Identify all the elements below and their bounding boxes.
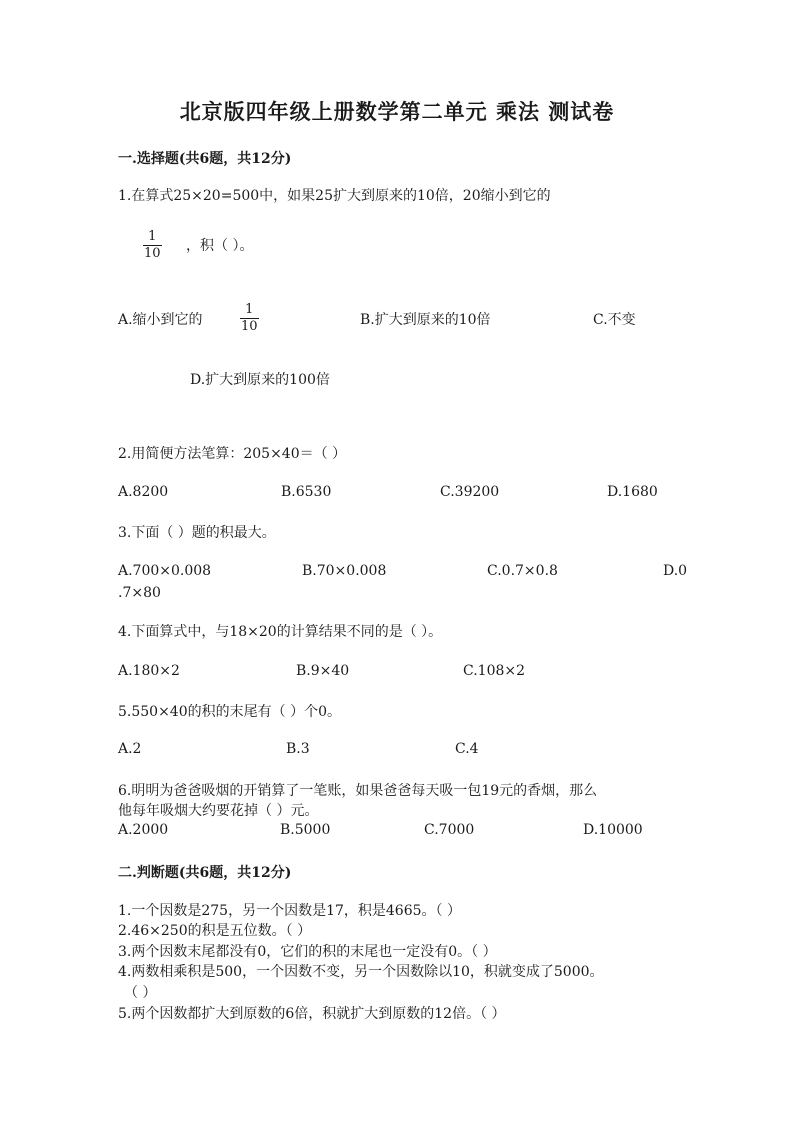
judgment-item: 2.46×250的积是五位数。（ ） (118, 923, 312, 939)
judgment-item: 4.两数相乘积是500，一个因数不变，另一个因数除以10，积就变成了5000。 (118, 964, 604, 980)
question-3-option-d: D.0 (663, 563, 688, 579)
judgment-item: 1.一个因数是275，另一个因数是17，积是4665。（ ） (118, 903, 461, 919)
question-2-option-b: B.6530 (281, 484, 332, 500)
judgment-item: 5.两个因数都扩大到原数的6倍，积就扩大到原数的12倍。（ ） (118, 1006, 506, 1022)
question-6-stem: 6.明明为爸爸吸烟的开销算了一笔账，如果爸爸每天吸一包19元的香烟，那么 (118, 783, 598, 799)
question-3-option-d-wrap: .7×80 (118, 585, 161, 601)
question-1-option-a-fraction (240, 303, 259, 334)
question-6-option-a: A.2000 (118, 822, 169, 838)
question-1-stem-continued: ，积（ ）。 (186, 238, 254, 254)
fraction-denominator: 10 (144, 246, 161, 261)
question-1-option-a: A.缩小到它的 (118, 312, 203, 328)
question-4-stem: 4.下面算式中，与18×20的计算结果不同的是（ ）。 (118, 624, 443, 640)
question-1-stem: 1.在算式25×20=500中，如果25扩大到原来的10倍，20缩小到它的 (118, 188, 551, 204)
question-2-stem: 2.用简便方法笔算：205×40＝（ ） (118, 446, 347, 462)
fraction-denominator: 10 (241, 319, 258, 334)
question-2-option-c: C.39200 (440, 484, 500, 500)
fraction-numerator: 1 (245, 302, 254, 317)
section-heading-choice: 一.选择题(共6题，共12分) (118, 151, 292, 167)
section-heading-judgment: 二.判断题(共6题，共12分) (118, 865, 292, 881)
question-4-option-c: C.108×2 (463, 663, 526, 679)
question-3-option-c: C.0.7×0.8 (487, 563, 558, 579)
question-1-option-d: D.扩大到原来的100倍 (190, 372, 330, 388)
judgment-item-wrap: （ ） (124, 985, 157, 1001)
question-1-fraction (143, 230, 162, 261)
judgment-item: 3.两个因数末尾都没有0，它们的积的末尾也一定没有0。（ ） (118, 944, 497, 960)
question-2-option-a: A.8200 (118, 484, 169, 500)
question-5-option-c: C.4 (455, 741, 479, 757)
question-6-option-d: D.10000 (583, 822, 643, 838)
question-5-option-a: A.2 (118, 741, 142, 757)
question-6-option-c: C.7000 (424, 822, 475, 838)
question-4-option-b: B.9×40 (296, 663, 350, 679)
question-3-option-a: A.700×0.008 (118, 563, 212, 579)
page-title: 北京版四年级上册数学第二单元 乘法 测试卷 (179, 99, 615, 124)
question-3-option-b: B.70×0.008 (302, 563, 387, 579)
question-5-option-b: B.3 (286, 741, 310, 757)
question-1-option-b: B.扩大到原来的10倍 (360, 312, 491, 328)
question-2-option-d: D.1680 (607, 484, 658, 500)
question-6-option-b: B.5000 (280, 822, 331, 838)
question-5-stem: 5.550×40的积的末尾有（ ）个0。 (118, 704, 341, 720)
fraction-numerator: 1 (148, 229, 157, 244)
question-4-option-a: A.180×2 (118, 663, 180, 679)
question-6-stem-continued: 他每年吸烟大约要花掉（ ）元。 (118, 803, 319, 819)
question-1-option-c: C.不变 (593, 312, 636, 328)
question-3-stem: 3.下面（ ）题的积最大。 (118, 525, 276, 541)
